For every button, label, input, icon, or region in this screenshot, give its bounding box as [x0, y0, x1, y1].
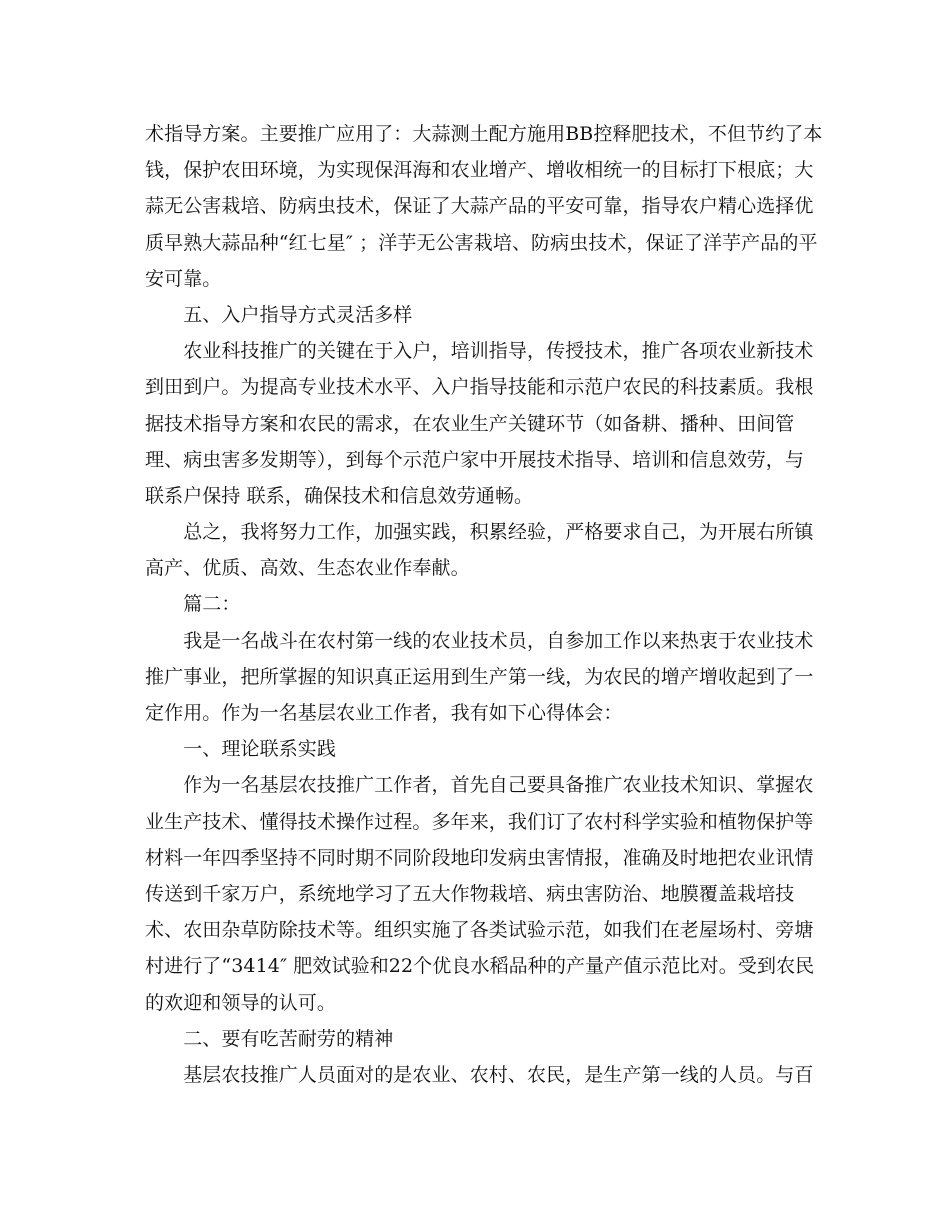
- text-line: 到田到户。为提高专业技术水平、入户指导技能和示范户农民的科技素质。我根: [145, 376, 814, 399]
- text-line: 材料一年四季坚持不同时期不同阶段地印发病虫害情报，准确及时地把农业讯情: [145, 846, 814, 869]
- text-line: 质早熟大蒜品种“红七星″ ；洋芋无公害栽培、防病虫技术，保证了洋芋产品的平: [145, 231, 818, 254]
- section-heading: 篇二：: [145, 593, 241, 616]
- text-line: 基层农技推广人员面对的是农业、农村、农民，是生产第一线的人员。与百: [145, 1063, 814, 1086]
- text-line: 钱，保护农田环境，为实现保洱海和农业增产、增收相统一的目标打下根底；大: [145, 159, 814, 182]
- section-heading: 五、入户指导方式灵活多样: [145, 303, 413, 326]
- text-line: 理、病虫害多发期等），到每个示范户家中开展技术指导、培训和信息效劳，与: [145, 448, 805, 471]
- text-line: 定作用。作为一名基层农业工作者，我有如下心得体会：: [145, 702, 623, 724]
- text-line: 术、农田杂草防除技术等。组织实施了各类试验示范，如我们在老屋场村、旁塘: [145, 919, 814, 942]
- text-line: 高产、优质、高效、生态农业作奉献。: [145, 557, 470, 580]
- text-line: 我是一名战斗在农村第一线的农业技术员，自参加工作以来热衷于农业技术: [145, 629, 814, 652]
- text-line: 据技术指导方案和农民的需求，在农业生产关键环节（如备耕、播种、田间管: [145, 412, 795, 435]
- text-line: 安可靠。: [145, 267, 222, 290]
- text-line: 联系户保持 联系，确保技术和信息效劳通畅。: [145, 484, 534, 507]
- text-line: 术指导方案。主要推广应用了：大蒜测土配方施用BB控释肥技术，不但节约了本: [145, 123, 823, 145]
- text-line: 蒜无公害栽培、防病虫技术，保证了大蒜产品的平安可靠，指导农户精心选择优: [145, 195, 814, 218]
- text-line: 作为一名基层农技推广工作者，首先自己要具备推广农业技术知识、掌握农: [145, 774, 814, 797]
- section-heading: 二、要有吃苦耐劳的精神: [145, 1027, 394, 1050]
- text-line: 的欢迎和领导的认可。: [145, 991, 337, 1014]
- text-line: 推广事业，把所掌握的知识真正运用到生产第一线，为农民的增产增收起到了一: [145, 665, 814, 688]
- text-line: 总之，我将努力工作，加强实践，积累经验，严格要求自己，为开展右所镇: [145, 521, 814, 544]
- text-line: 业生产技术、懂得技术操作过程。多年来，我们订了农村科学实验和植物保护等: [145, 810, 814, 833]
- text-line: 农业科技推广的关键在于入户，培训指导，传授技术，推广各项农业新技术: [145, 340, 814, 363]
- text-line: 村进行了“3414″ 肥效试验和22个优良水稻品种的产量产值示范比对。受到农民: [145, 955, 815, 978]
- text-line: 传送到千家万户，系统地学习了五大作物栽培、病虫害防治、地膜覆盖栽培技: [145, 882, 795, 905]
- section-heading: 一、理论联系实践: [145, 738, 337, 761]
- document-body: [145, 116, 823, 1093]
